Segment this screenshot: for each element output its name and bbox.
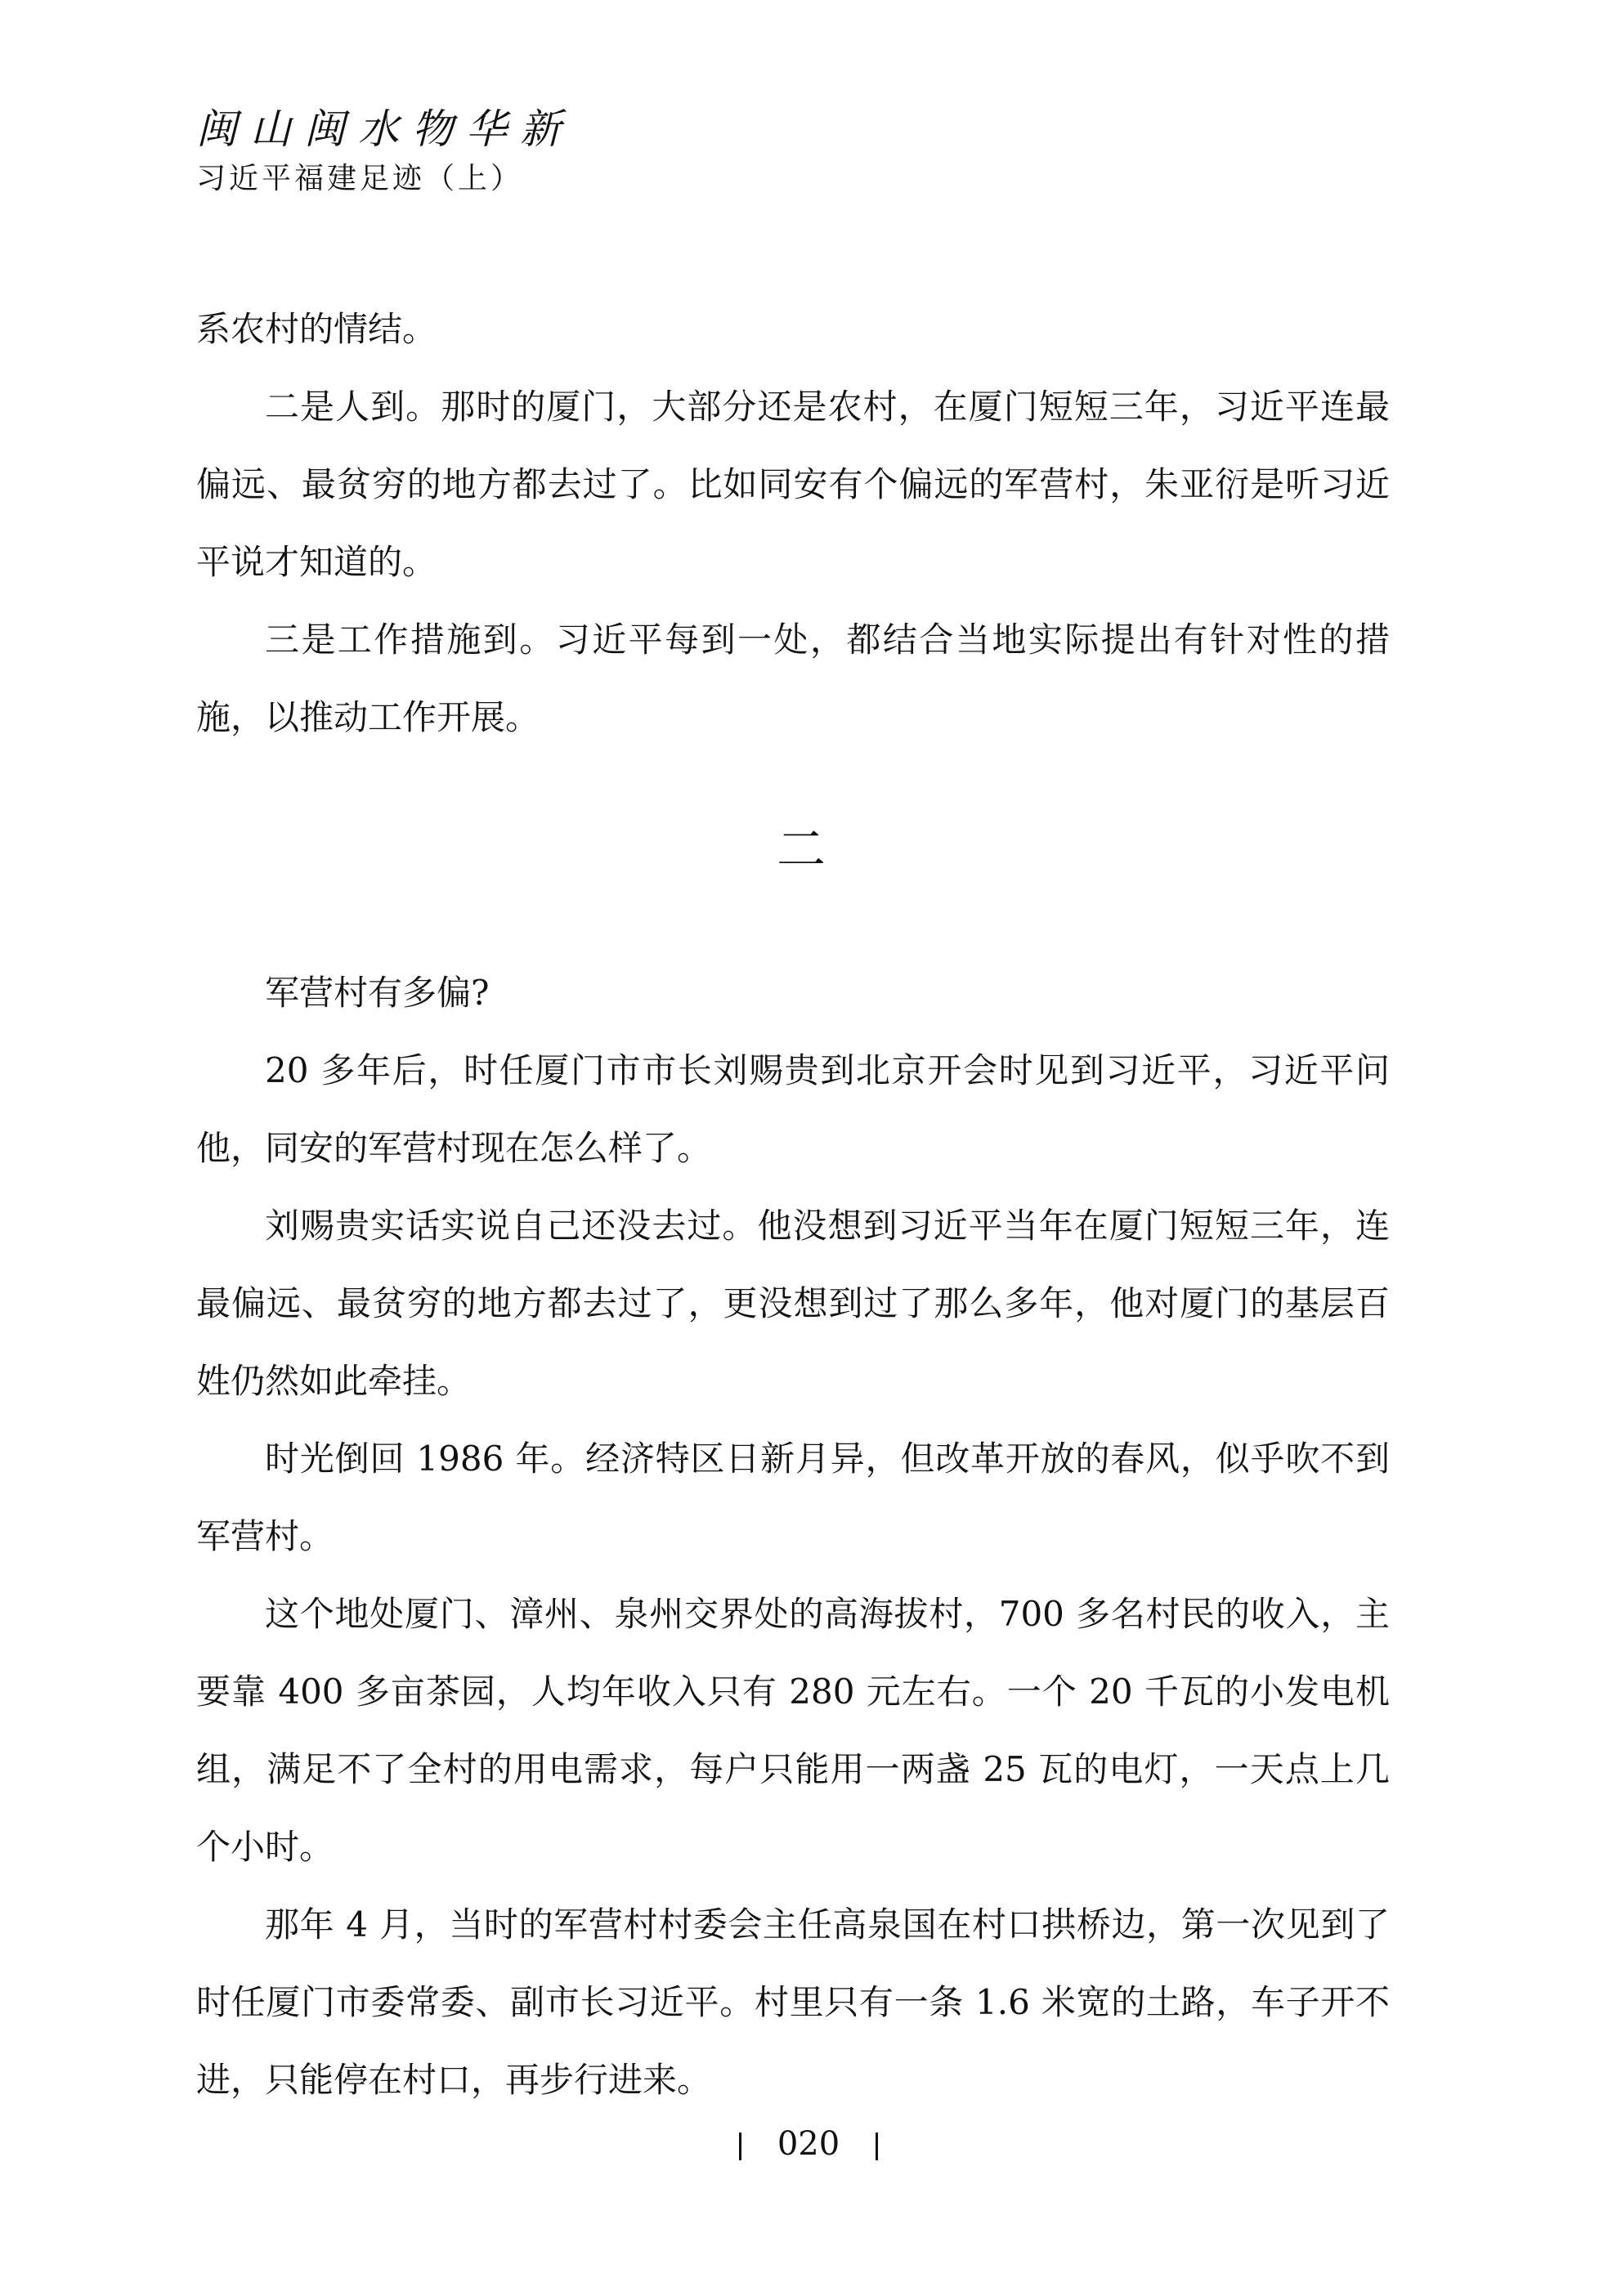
paragraph: 时光倒回 1986 年。经济特区日新月异，但改革开放的春风，似乎吹不到军营村。 bbox=[196, 1439, 1390, 1556]
section-number: 二 bbox=[777, 821, 826, 879]
paragraph: 军营村有多偏? bbox=[265, 973, 490, 1013]
paragraph: 刘赐贵实话实说自己还没去过。他没想到习近平当年在厦门短短三年，连最偏远、最贫穷的地方都去过了，更没想到过了那么多年，他对厦门的基层百姓仍然如此牵挂。 bbox=[196, 1206, 1390, 1401]
book-title: 习近平福建足迹（上） bbox=[196, 162, 524, 195]
folio-right-rule bbox=[876, 2133, 878, 2160]
paragraph: 三是工作措施到。习近平每到一处，都结合当地实际提出有针对性的措施，以推动工作开展。 bbox=[196, 620, 1390, 737]
paragraph: 这个地处厦门、漳州、泉州交界处的高海拔村，700 多名村民的收入，主要靠 400 多亩茶园，人均年收入只有 280 元左右。一个 20 千瓦的小发电机组，满足不了全村的用电需求，每户只能用一两盏 25 瓦的电灯，一天点上几个小时。 bbox=[196, 1594, 1390, 1867]
series-title: 闽山闽水物华新 bbox=[196, 105, 574, 153]
paragraph: 二是人到。那时的厦门，大部分还是农村，在厦门短短三年，习近平连最偏远、最贫穷的地方都去过了。比如同安有个偏远的军营村，朱亚衍是听习近平说才知道的。 bbox=[196, 387, 1390, 582]
page-number: 020 bbox=[777, 2125, 840, 2163]
paragraph: 系农村的情结。 bbox=[196, 309, 437, 349]
page-footer bbox=[0, 2125, 1617, 2163]
text-block-before-section bbox=[196, 290, 1390, 756]
folio-left-rule bbox=[739, 2133, 741, 2160]
paragraph: 20 多年后，时任厦门市市长刘赐贵到北京开会时见到习近平，习近平问他，同安的军营村现在怎么样了。 bbox=[196, 1050, 1390, 1168]
running-head bbox=[196, 105, 574, 197]
paragraph: 那年 4 月，当时的军营村村委会主任高泉国在村口拱桥边，第一次见到了时任厦门市委常委、副市长习近平。村里只有一条 1.6 米宽的土路，车子开不进，只能停在村口，再步行进来。 bbox=[196, 1904, 1390, 2100]
text-block-after-section bbox=[196, 954, 1390, 2119]
